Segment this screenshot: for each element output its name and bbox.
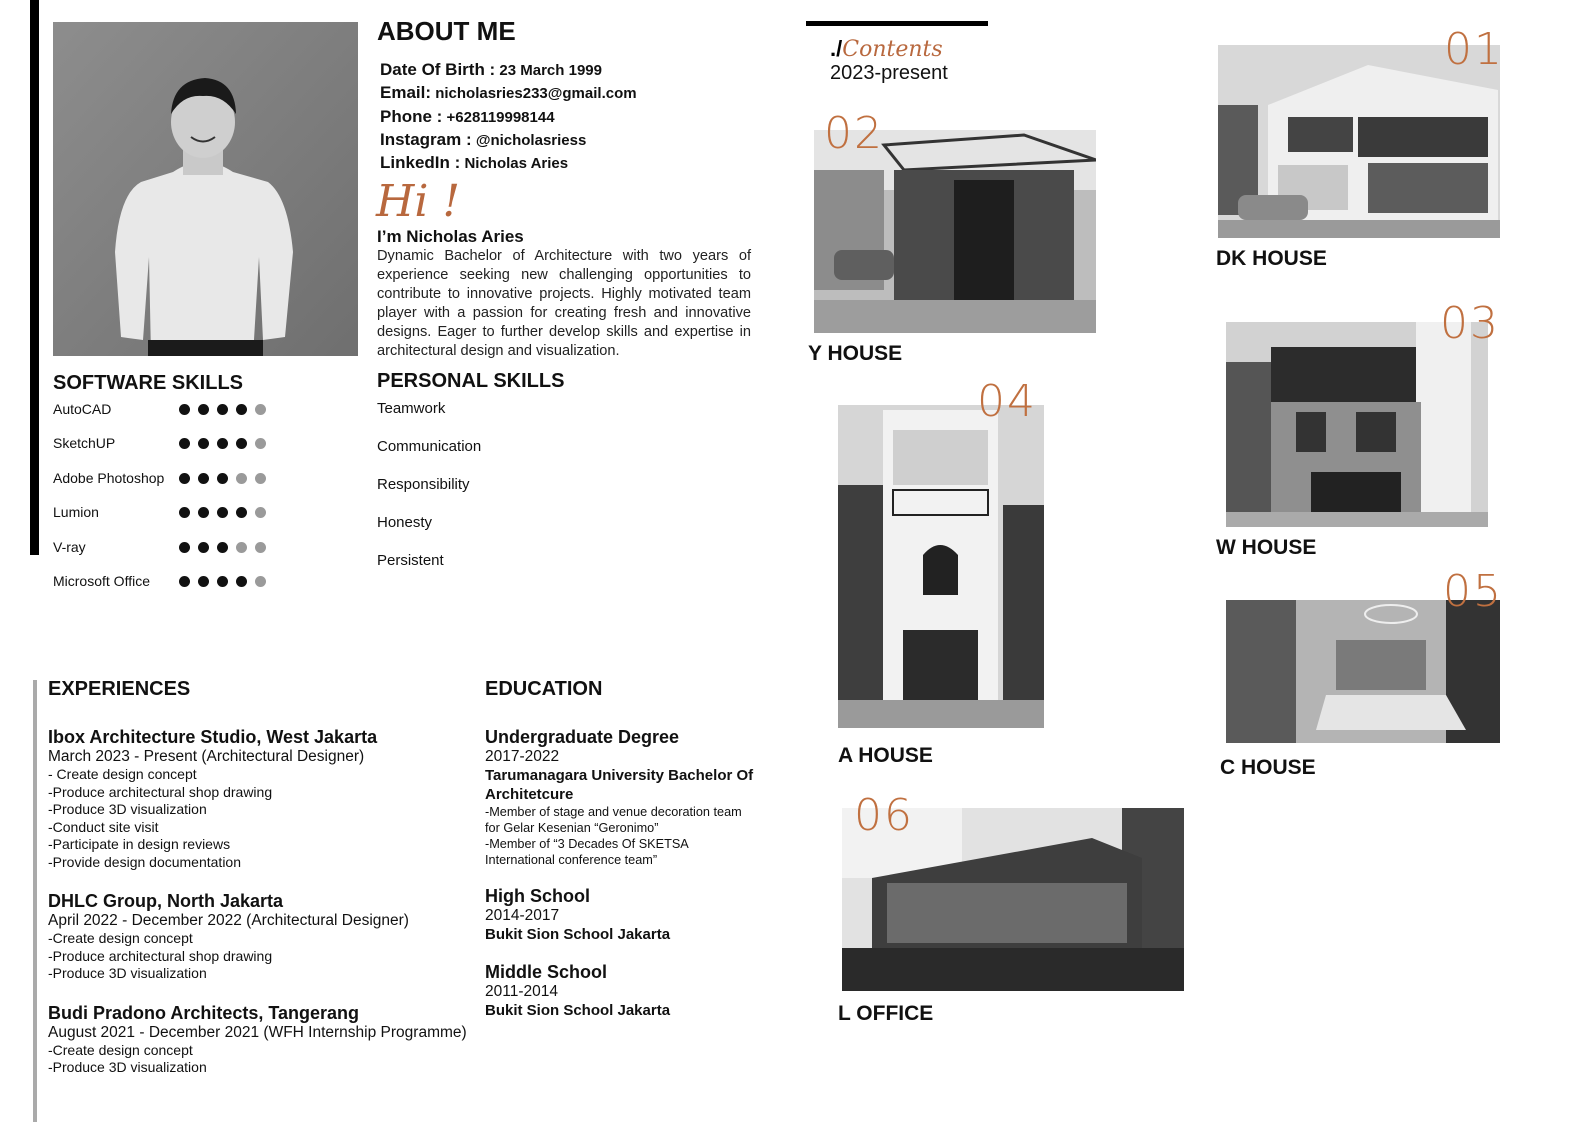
phone-value[interactable]: +628119998144 — [446, 108, 555, 126]
project-image-w-house[interactable] — [1226, 322, 1488, 527]
linkedin-value[interactable]: Nicholas Aries — [464, 155, 569, 173]
experiences-list — [48, 727, 488, 1077]
dob-label: Date Of Birth : — [380, 60, 496, 79]
skill-dot — [179, 438, 190, 449]
skill-dot — [179, 404, 190, 415]
contents-years: 2023-present — [830, 62, 948, 84]
skill-dot — [236, 438, 247, 449]
software-skill-name: AutoCAD — [53, 401, 112, 417]
software-skill-name: SketchUP — [53, 435, 116, 451]
email-label: Email: — [380, 83, 432, 103]
job-task: -Conduct site visit — [48, 818, 159, 835]
greeting-hi: Hi ! — [376, 176, 461, 227]
job-period: August 2021 - December 2021 (WFH Internship Programme) — [48, 1023, 467, 1041]
skill-dot — [179, 542, 190, 553]
education-school: Bukit Sion School Jakarta — [485, 1002, 671, 1019]
education-level: Undergraduate Degree — [485, 727, 680, 747]
software-skills-title: SOFTWARE SKILLS — [53, 372, 243, 394]
project-number: 06 — [854, 790, 914, 841]
project-label-c-house[interactable]: C HOUSE — [1220, 756, 1316, 779]
education-item — [485, 727, 760, 868]
project-label-y-house[interactable]: Y HOUSE — [808, 342, 903, 365]
project-number: 04 — [977, 376, 1037, 427]
education-school: Bukit Sion School Jakarta — [485, 926, 671, 943]
job-task: -Provide design documentation — [48, 853, 242, 870]
linkedin-label: LinkedIn : — [380, 153, 461, 173]
job-task: -Produce architectural shop drawing — [48, 783, 273, 800]
skill-dot — [217, 576, 228, 587]
education-list — [485, 727, 760, 1020]
skill-dot — [179, 473, 190, 484]
education-years: 2011-2014 — [485, 983, 558, 1000]
education-item — [485, 962, 760, 1020]
skill-dot — [255, 438, 266, 449]
skill-dot — [217, 473, 228, 484]
skill-dot — [198, 576, 209, 587]
skill-dot — [236, 576, 247, 587]
job-item — [48, 727, 488, 871]
skill-dot — [217, 542, 228, 553]
project-image-y-house[interactable] — [814, 130, 1096, 333]
skill-dot — [179, 507, 190, 518]
skill-dot — [255, 542, 266, 553]
job-period: March 2023 - Present (Architectural Designer) — [48, 748, 365, 765]
personal-skill-item: Communication — [377, 438, 482, 455]
instagram-value[interactable]: @nicholasriess — [475, 131, 587, 149]
skill-level-dots — [179, 576, 266, 587]
personal-skill-item: Teamwork — [377, 400, 446, 417]
software-skill-name: V-ray — [53, 539, 86, 555]
skill-dot — [236, 542, 247, 553]
instagram-label: Instagram : — [380, 129, 472, 149]
skill-level-dots — [179, 438, 266, 449]
about-title: ABOUT ME — [377, 16, 516, 46]
email-value[interactable]: nicholasries233@gmail.com — [435, 85, 637, 103]
skill-dot — [255, 576, 266, 587]
dob-value: 23 March 1999 — [499, 62, 602, 79]
personal-skill-item: Honesty — [377, 514, 433, 531]
job-period: April 2022 - December 2022 (Architectural Designer) — [48, 912, 409, 929]
project-image-c-house[interactable] — [1226, 600, 1500, 743]
project-number: 05 — [1443, 566, 1503, 617]
project-label-a-house[interactable]: A HOUSE — [838, 744, 933, 767]
skill-dot — [236, 507, 247, 518]
personal-skills-title: PERSONAL SKILLS — [377, 370, 565, 392]
job-task: -Participate in design reviews — [48, 836, 231, 852]
job-task: -Produce 3D visualization — [48, 965, 207, 981]
skill-level-dots — [179, 542, 266, 553]
skill-level-dots — [179, 473, 266, 484]
skill-dot — [179, 576, 190, 587]
job-task: -Create design concept — [48, 930, 193, 946]
project-label-dk-house[interactable]: DK HOUSE — [1216, 247, 1327, 270]
skill-dot — [255, 507, 266, 518]
skill-dot — [236, 473, 247, 484]
job-company: Ibox Architecture Studio, West Jakarta — [48, 727, 378, 747]
software-skill-name: Lumion — [53, 504, 99, 520]
software-skill-name: Microsoft Office — [53, 573, 150, 589]
job-task: -Produce 3D visualization — [48, 801, 207, 817]
job-task: -Produce architectural shop drawing — [48, 947, 273, 964]
contents-label — [830, 36, 943, 62]
skill-dot — [198, 438, 209, 449]
skill-dot — [217, 507, 228, 518]
job-item — [48, 1003, 488, 1077]
intro-text: Dynamic Bachelor of Architecture with two years of experience seeking new challenging opportunities to contribute to innovative projects. Highly motivated team player with a passion for creating fresh and innovative designs. Eager to further develop skills and expertise in architectural design and visualization. — [377, 248, 751, 359]
skill-dot — [255, 473, 266, 484]
job-item — [48, 891, 488, 983]
education-title: EDUCATION — [485, 678, 603, 700]
education-years: 2014-2017 — [485, 907, 560, 924]
job-task: -Produce 3D visualization — [48, 1059, 207, 1075]
skill-dot — [198, 507, 209, 518]
experiences-title: EXPERIENCES — [48, 678, 191, 700]
contents-top-bar — [806, 21, 988, 26]
left-accent-bar — [30, 0, 39, 555]
job-company: DHLC Group, North Jakarta — [48, 891, 284, 911]
skill-dot — [217, 438, 228, 449]
project-label-w-house[interactable]: W HOUSE — [1216, 536, 1317, 559]
job-company: Budi Pradono Architects, Tangerang — [48, 1002, 360, 1023]
project-image-a-house[interactable] — [838, 405, 1044, 728]
contact-info — [380, 59, 637, 175]
skill-dot — [198, 404, 209, 415]
education-years: 2017-2022 — [485, 748, 560, 765]
personal-skill-item: Persistent — [377, 552, 444, 569]
project-number: 02 — [824, 108, 884, 159]
skill-dot — [255, 404, 266, 415]
job-task: - Create design concept — [48, 766, 197, 782]
experience-accent-bar — [33, 680, 37, 1122]
project-label-l-office[interactable]: L OFFICE — [838, 1002, 934, 1025]
education-note: -Member of stage and venue decoration team for Gelar Kesenian “Geronimo” — [485, 805, 742, 835]
job-task: -Create design concept — [48, 1041, 193, 1058]
skill-dot — [198, 473, 209, 484]
contents-prefix: ./ — [830, 36, 843, 61]
education-level: Middle School — [485, 962, 608, 982]
personal-skill-item: Responsibility — [377, 476, 470, 493]
education-note: -Member of “3 Decades Of SKETSA International conference team” — [485, 837, 689, 867]
skill-dot — [217, 404, 228, 415]
phone-label: Phone : — [380, 106, 443, 126]
education-item — [485, 886, 760, 944]
contents-text: Contents — [842, 37, 943, 62]
project-number: 03 — [1440, 298, 1500, 349]
skill-level-dots — [179, 507, 266, 518]
skill-dot — [236, 404, 247, 415]
software-skill-name: Adobe Photoshop — [53, 470, 165, 486]
skill-level-dots — [179, 404, 266, 415]
intro-name: I’m Nicholas Aries — [377, 227, 524, 246]
skill-dot — [198, 542, 209, 553]
project-number: 01 — [1444, 24, 1504, 75]
education-level: High School — [485, 886, 590, 906]
education-school: Tarumanagara University Bachelor Of Architetcure — [485, 767, 754, 803]
profile-photo — [53, 22, 358, 356]
